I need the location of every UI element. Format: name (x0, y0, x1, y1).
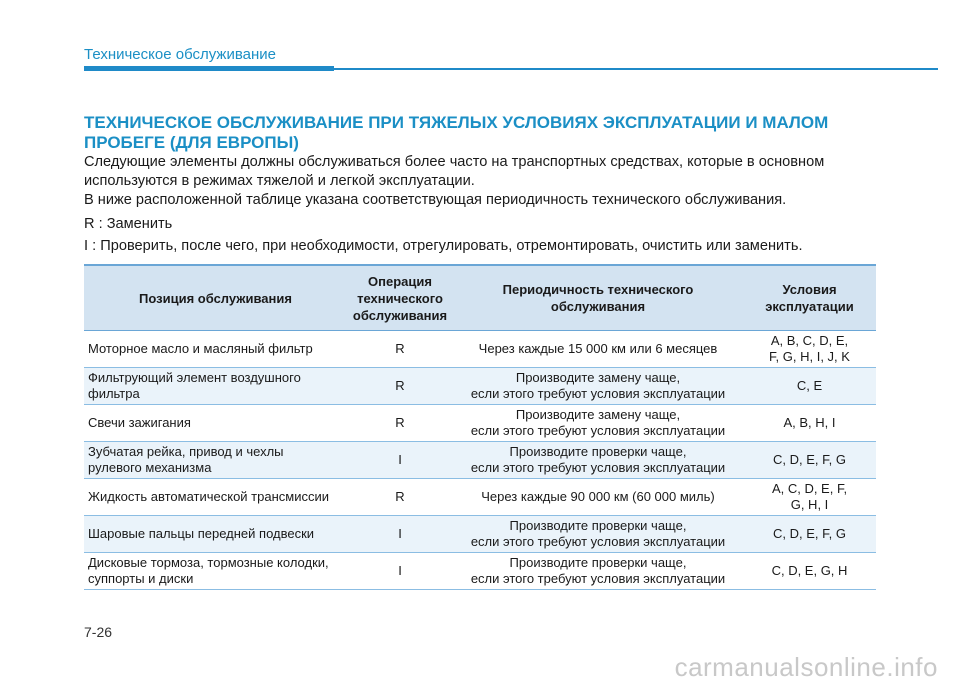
cell-period: Производите проверки чаще, если этого требуют условия эксплуатации (453, 442, 743, 479)
cell-operation: I (347, 516, 453, 553)
intro-paragraph: Следующие элементы должны обслуживаться более часто на транспортных средствах, которые в основном используются в режимах тяжелой и легкой эксплуатации. (84, 154, 825, 189)
cell-operation: R (347, 479, 453, 516)
page-number: 7-26 (84, 624, 113, 640)
cell-operation: I (347, 553, 453, 590)
cell-period: Производите проверки чаще, если этого требуют условия эксплуатации (453, 516, 743, 553)
cell-period: Через каждые 90 000 км (60 000 миль) (453, 479, 743, 516)
cell-position: Жидкость автоматической трансмиссии (84, 479, 347, 516)
table-header-row (84, 265, 876, 331)
table-row (84, 368, 876, 405)
cell-conditions: A, B, H, I (743, 405, 876, 442)
table-description-paragraph: В ниже расположенной таблице указана соответствующая периодичность технического обслуживания. (84, 192, 787, 208)
cell-operation: R (347, 331, 453, 368)
section-title: ТЕХНИЧЕСКОЕ ОБСЛУЖИВАНИЕ ПРИ ТЯЖЕЛЫХ УСЛОВИЯХ ЭКСПЛУАТАЦИИ И МАЛОМ ПРОБЕГЕ (ДЛЯ ЕВРОПЫ) (84, 113, 829, 152)
table-row (84, 442, 876, 479)
cell-conditions: C, E (743, 368, 876, 405)
cell-conditions: A, C, D, E, F, G, H, I (743, 479, 876, 516)
cell-period: Производите проверки чаще, если этого требуют условия эксплуатации (453, 553, 743, 590)
cell-operation: R (347, 405, 453, 442)
cell-position: Шаровые пальцы передней подвески (84, 516, 347, 553)
cell-conditions: A, B, C, D, E, F, G, H, I, J, K (743, 331, 876, 368)
watermark: carmanualsonline.info (674, 652, 938, 682)
cell-operation: I (347, 442, 453, 479)
table-row (84, 553, 876, 590)
column-header-period: Периодичность технического обслуживания (453, 265, 743, 331)
column-header-conditions: Условия эксплуатации (743, 265, 876, 331)
cell-position: Зубчатая рейка, привод и чехлы рулевого механизма (84, 442, 347, 479)
table-row (84, 516, 876, 553)
cell-period: Производите замену чаще, если этого требуют условия эксплуатации (453, 368, 743, 405)
cell-position: Дисковые тормоза, тормозные колодки, суппорты и диски (84, 553, 347, 590)
column-header-position: Позиция обслуживания (84, 265, 347, 331)
column-header-operation: Операция технического обслуживания (347, 265, 453, 331)
table-row (84, 479, 876, 516)
cell-conditions: C, D, E, F, G (743, 516, 876, 553)
cell-operation: R (347, 368, 453, 405)
table-row (84, 405, 876, 442)
page-header-title: Техническое обслуживание (84, 46, 276, 63)
maintenance-table (84, 264, 876, 590)
cell-position: Фильтрующий элемент воздушного фильтра (84, 368, 347, 405)
header-rule-thick (84, 66, 334, 71)
cell-position: Свечи зажигания (84, 405, 347, 442)
header-rule-thin (334, 68, 938, 70)
table-row (84, 331, 876, 368)
cell-position: Моторное масло и масляный фильтр (84, 331, 347, 368)
cell-period: Через каждые 15 000 км или 6 месяцев (453, 331, 743, 368)
legend-replace: R : Заменить (84, 216, 173, 232)
cell-conditions: C, D, E, F, G (743, 442, 876, 479)
cell-conditions: C, D, E, G, H (743, 553, 876, 590)
cell-period: Производите замену чаще, если этого требуют условия эксплуатации (453, 405, 743, 442)
legend-inspect: I : Проверить, после чего, при необходимости, отрегулировать, отремонтировать, очистить или заменить. (84, 238, 803, 254)
